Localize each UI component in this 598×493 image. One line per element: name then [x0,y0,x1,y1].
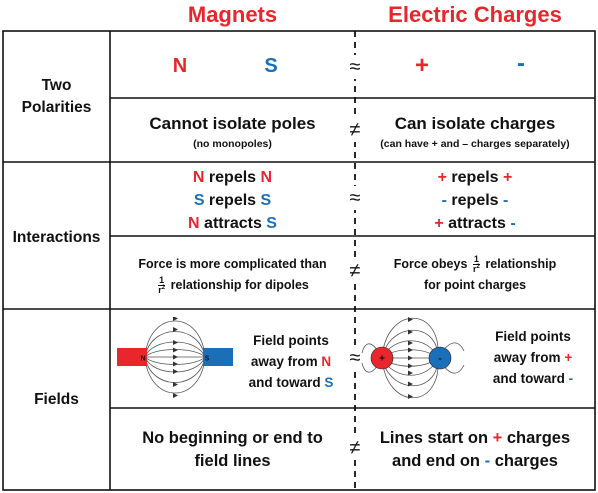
charge-field-direction-text: Field points away from + and toward - [492,329,574,386]
charge-interaction-row: + repels + [437,169,513,186]
charge-force-text: Force obeys $\frac{1}{r^2}$ relationship for point charges [393,254,557,292]
magnet-interaction-row: S repels S [193,192,272,209]
charge-interaction-row: + attracts - [434,215,516,232]
relation-polarity-count: ≈ [340,55,370,79]
row-label-two-polarities: Two Polarities [21,77,92,116]
inverse-square-fraction: $\frac{1}{r^2}$ [158,275,166,296]
magnet-isolation-text: Cannot isolate poles (no monopoles) [149,114,316,150]
inverse-square-fraction: $\frac{1}{r^2}$ [472,254,480,275]
charge-interactions-list [355,166,595,235]
relation-field-lines: ≠ [340,436,370,460]
bar-magnet-field-diagram [115,317,235,399]
magnet-interaction-row: N repels N [192,169,273,186]
magnet-interaction-row: N attracts S [188,215,277,232]
row-label-fields: Fields [34,391,79,408]
charge-isolation-text: Can isolate charges (can have + and – charges separately) [380,114,570,150]
magnet-field-direction-text: Field points away from N and toward S [248,333,334,390]
relation-field-direction: ≈ [340,346,370,370]
point-charges-field-diagram [360,315,480,401]
charge-interaction-row: - repels - [441,192,509,209]
negative-point-charge-label: - [438,353,442,365]
magnet-field-lines-text: No beginning or end to field lines [142,429,323,470]
positive-point-charge-label: + [379,353,385,365]
magnet-interactions-list [110,166,355,235]
bar-magnet-south-label: S [204,355,210,363]
bar-magnet-north-label: N [140,355,146,363]
south-pole-label: S [264,55,278,77]
magnet-force-text: Force is more complicated than $\frac{1}{r^2}$ relationship for dipoles [138,257,327,296]
charge-field-lines-text: Lines start on + charges and end on - charges [379,429,571,470]
electric-charges-header: Electric Charges [388,2,562,27]
relation-interactions: ≈ [340,186,370,210]
row-label-interactions: Interactions [12,229,101,246]
north-pole-label: N [172,55,188,77]
negative-charge-label: - [517,50,525,77]
relation-force-law: ≠ [340,259,370,283]
positive-charge-label: + [414,52,429,79]
magnets-header: Magnets [187,2,278,27]
relation-isolation: ≠ [340,118,370,142]
